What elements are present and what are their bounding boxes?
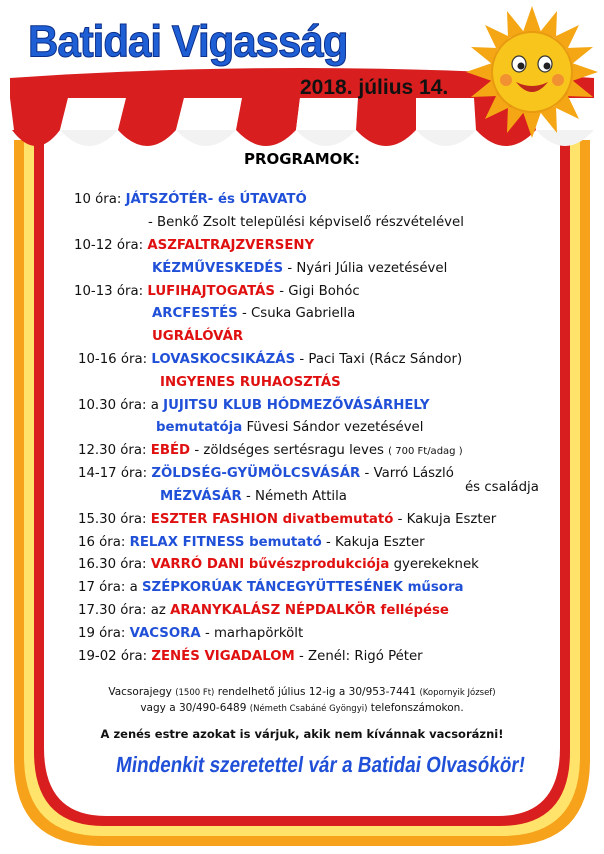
program-line: MÉZVÁSÁR - Németh Attila [160, 489, 347, 504]
invitation-note: A zenés estre azokat is várjuk, akik nem kívánnak vacsorázni! [100, 727, 504, 741]
event-date: 2018. július 14. [300, 76, 449, 99]
poster-title: Batidai Vigasság [28, 16, 348, 67]
program-line: 16.30 óra: VARRÓ DANI bűvészprodukciója gyerekeknek [78, 557, 479, 572]
program-line: 10-13 óra: LUFIHAJTOGATÁS - Gigi Bohóc [74, 284, 360, 299]
program-line: INGYENES RUHAOSZTÁS [160, 375, 341, 390]
program-line: - Benkő Zsolt települési képviselő részvételével [148, 215, 464, 230]
program-line: 14-17 óra: ZÖLDSÉG-GYÜMÖLCSVÁSÁR - Varró László [78, 466, 454, 481]
sun-icon [466, 6, 598, 138]
dinner-ticket-phone: vagy a 30/490-6489 (Németh Csabáné Gyöngyi) telefonszámokon. [140, 702, 464, 714]
program-line: 17.30 óra: az ARANYKALÁSZ NÉPDALKÖR fellépése [78, 603, 449, 618]
dinner-ticket-info: Vacsorajegy (1500 Ft) rendelhető július 12-ig a 30/953-7441 (Kopornyik József) [108, 686, 496, 698]
program-line: ARCFESTÉS - Csuka Gabriella [152, 306, 356, 321]
program-line: KÉZMŰVESKEDÉS - Nyári Júlia vezetésével [152, 261, 448, 276]
program-line: 12.30 óra: EBÉD - zöldséges sertésragu leves ( 700 Ft/adag ) [78, 443, 463, 458]
program-line: bemutatója Füvesi Sándor vezetésével [156, 420, 424, 435]
program-line: 19 óra: VACSORA - marhapörkölt [78, 626, 304, 641]
closing-message: Mindenkit szeretettel vár a Batidai Olvasókör! [114, 752, 528, 777]
program-line: 15.30 óra: ESZTER FASHION divatbemutató - Kakuja Eszter [78, 512, 497, 527]
program-line: UGRÁLÓVÁR [152, 329, 244, 344]
program-line: 10.30 óra: a JUJITSU KLUB HÓDMEZŐVÁSÁRHELY [78, 398, 430, 413]
program-heading: PROGRAMOK: [243, 150, 361, 168]
program-line: 19-02 óra: ZENÉS VIGADALOM - Zenél: Rigó Péter [78, 649, 423, 664]
program-line: és családja [465, 480, 539, 495]
program-line: 10-16 óra: LOVASKOCSIKÁZÁS - Paci Taxi (Rácz Sándor) [78, 352, 463, 367]
program-line: 10 óra: JÁTSZÓTÉR- és ÚTAVATÓ [74, 192, 307, 207]
program-line: 10-12 óra: ASZFALTRAJZVERSENY [74, 238, 315, 253]
program-line: 16 óra: RELAX FITNESS bemutató - Kakuja Eszter [78, 535, 425, 550]
program-line: 17 óra: a SZÉPKORÚAK TÁNCEGYÜTTESÉNEK műsora [78, 580, 464, 595]
